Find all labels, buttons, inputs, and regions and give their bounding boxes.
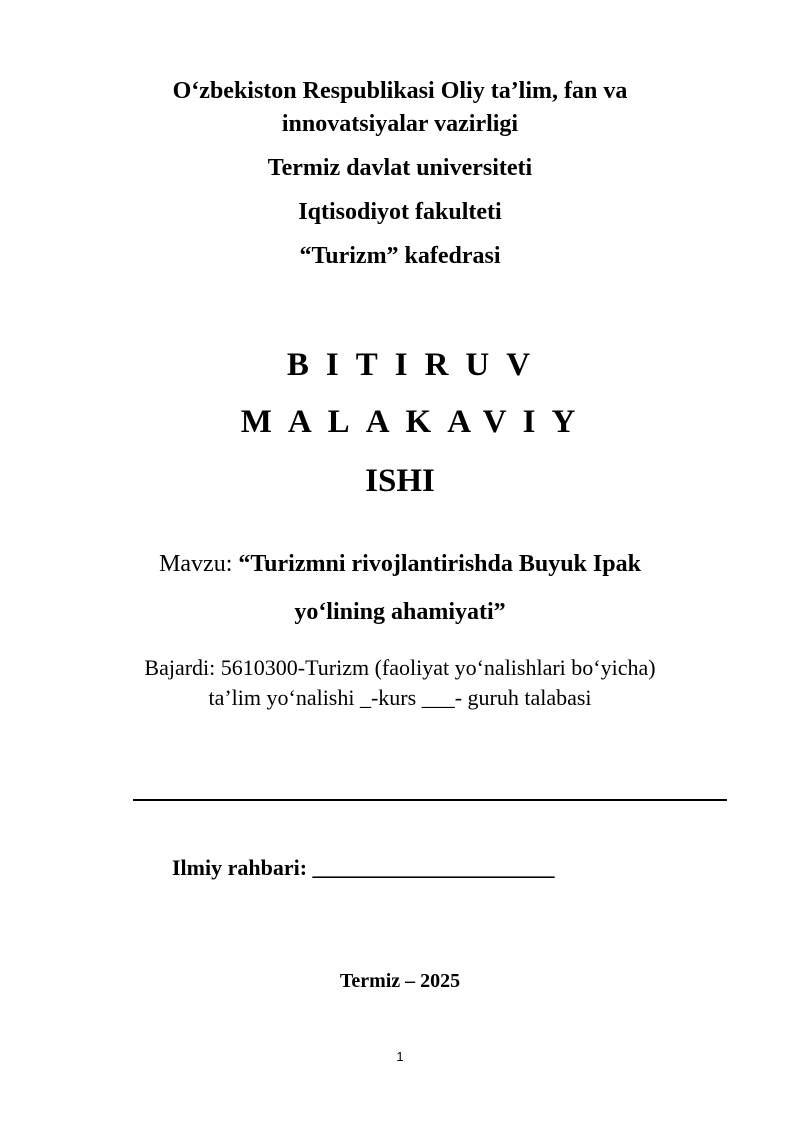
topic-line-1 bbox=[0, 551, 800, 578]
place-year: Termiz – 2025 bbox=[339, 970, 461, 992]
faculty-name: Iqtisodiyot fakulteti bbox=[298, 199, 502, 225]
title-line-1: BITIRUV bbox=[286, 347, 548, 383]
topic-text-1: “Turizmni rivojlantirishda Buyuk Ipak bbox=[238, 551, 641, 577]
performer-line-1: Bajardi: 5610300-Turizm (faoliyat yo‘nalishlari bo‘yicha) bbox=[144, 655, 656, 680]
title-line-2: MALAKAVIY bbox=[240, 404, 592, 440]
signature-line bbox=[133, 799, 727, 801]
page-number: 1 bbox=[396, 1049, 404, 1064]
topic-line-2: yo‘lining ahamiyati” bbox=[294, 599, 506, 625]
topic-label: Mavzu: bbox=[159, 551, 239, 577]
performer-line-2: ta’lim yo‘nalishi _-kurs ___- guruh talabasi bbox=[208, 685, 592, 710]
supervisor-label: Ilmiy rahbari: ______________________ bbox=[172, 855, 555, 880]
ministry-line-2: innovatsiyalar vazirligi bbox=[281, 111, 519, 137]
title-line-3: ISHI bbox=[365, 463, 435, 499]
university-name: Termiz davlat universiteti bbox=[267, 155, 533, 181]
department-name: “Turizm” kafedrasi bbox=[299, 243, 501, 269]
ministry-line-1: O‘zbekiston Respublikasi Oliy ta’lim, fan va bbox=[172, 78, 628, 104]
